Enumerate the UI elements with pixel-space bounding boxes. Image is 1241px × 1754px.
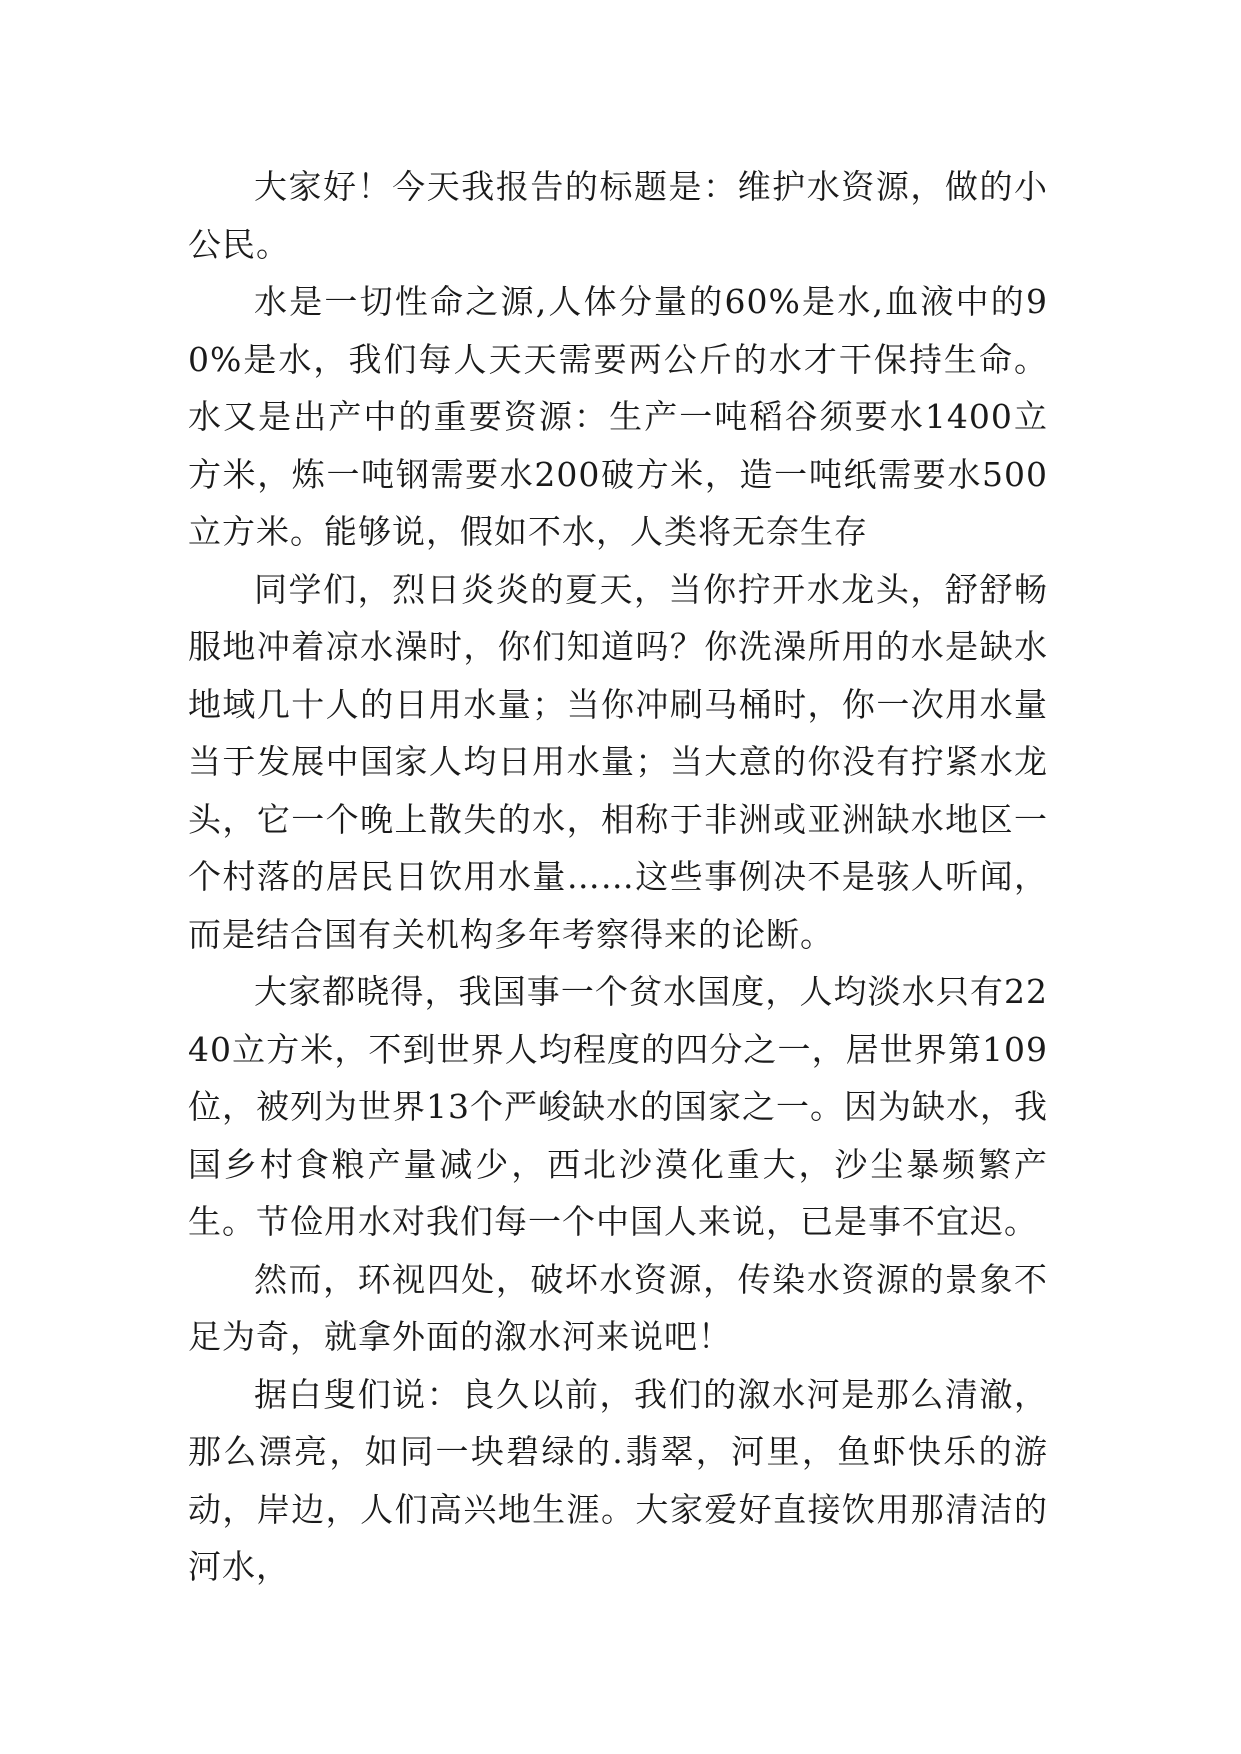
paragraph-pollution: 然而，环视四处，破坏水资源，传染水资源的景象不足为奇，就拿外面的溆水河来说吧！ bbox=[188, 1259, 1048, 1356]
document-body bbox=[188, 158, 1048, 1596]
paragraph-greeting: 大家好！今天我报告的标题是：维护水资源，做的小公民。 bbox=[188, 167, 1048, 264]
paragraph-china-water-shortage: 大家都晓得，我国事一个贫水国度，人均淡水只有2240立方米，不到世界人均程度的四分之一，居世界第109位，被列为世界13个严峻缺水的国家之一。因为缺水，我国乡村食粮产量减少，西北沙漠化重大，沙尘暴频繁产生。节俭用水对我们每一个中国人来说，已是事不宜迟。 bbox=[188, 972, 1048, 1241]
paragraph-water-waste-examples: 同学们，烈日炎炎的夏天，当你拧开水龙头，舒舒畅服地冲着凉水澡时，你们知道吗？你洗澡所用的水是缺水地域几十人的日用水量；当你冲刷马桶时，你一次用水量当于发展中国家人均日用水量；当大意的你没有拧紧水龙头，它一个晚上散失的水，相称于非洲或亚洲缺水地区一个村落的居民日饮用水量……这些事例决不是骇人听闻，而是结合国有关机构多年考察得来的论断。 bbox=[188, 569, 1048, 954]
paragraph-water-importance: 水是一切性命之源,人体分量的60%是水,血液中的90%是水，我们每人天天需要两公斤的水才干保持生命。水又是出产中的重要资源：生产一吨稻谷须要水1400立方米，炼一吨钢需要水200破方米，造一吨纸需要水500立方米。能够说，假如不水，人类将无奈生存 bbox=[188, 282, 1048, 551]
paragraph-river-history: 据白叟们说：良久以前，我们的溆水河是那么清澈，那么漂亮，如同一块碧绿的.翡翠，河里，鱼虾快乐的游动，岸边，人们高兴地生涯。大家爱好直接饮用那清洁的河水， bbox=[188, 1374, 1048, 1586]
